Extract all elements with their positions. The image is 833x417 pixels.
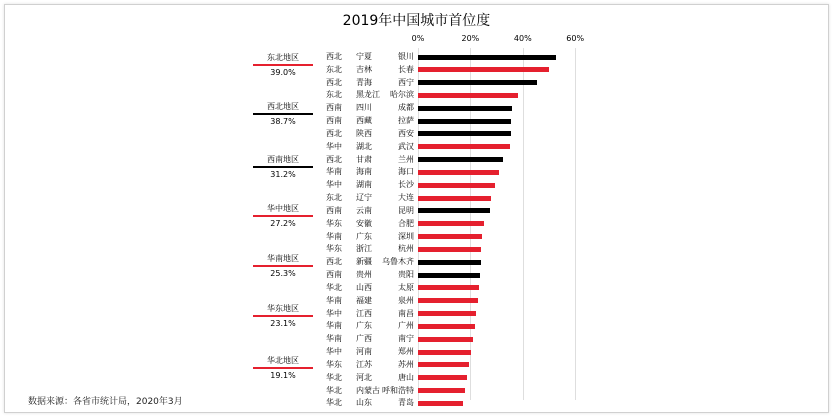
row-city: 长春 xyxy=(398,64,414,74)
row-province: 河南 xyxy=(356,347,372,357)
row-city: 海口 xyxy=(398,167,414,177)
row-province: 陕西 xyxy=(356,128,372,138)
row-city: 武汉 xyxy=(398,141,414,151)
gridline xyxy=(575,48,576,400)
bar xyxy=(418,324,475,329)
bar xyxy=(418,285,479,290)
bar xyxy=(418,67,549,72)
row-city: 银川 xyxy=(398,52,414,61)
row-province: 吉林 xyxy=(356,64,372,74)
row-province: 广东 xyxy=(356,231,372,241)
row-city: 南昌 xyxy=(398,308,414,318)
region-name: 西南地区 xyxy=(267,155,299,164)
chart-title: 2019年中国城市首位度 xyxy=(342,13,491,29)
row-region: 西北 xyxy=(326,128,342,138)
row-region: 华南 xyxy=(326,321,342,331)
row-province: 新疆 xyxy=(356,257,372,267)
region-value: 39.0% xyxy=(270,68,296,77)
row-region: 华中 xyxy=(326,308,342,318)
row-city: 苏州 xyxy=(398,359,414,369)
row-province: 西藏 xyxy=(356,116,372,126)
row-region: 华北 xyxy=(326,385,342,395)
row-city: 深圳 xyxy=(398,231,414,241)
row-region: 华南 xyxy=(326,334,342,344)
row-city: 昆明 xyxy=(398,205,414,215)
row-city: 兰州 xyxy=(398,154,414,164)
region-value: 31.2% xyxy=(270,170,296,179)
bar xyxy=(418,208,490,213)
row-city: 西安 xyxy=(398,128,414,138)
row-city: 西宁 xyxy=(398,77,414,87)
region-value: 38.7% xyxy=(270,117,296,126)
bar xyxy=(418,119,511,124)
bar xyxy=(418,196,491,201)
row-region: 华南 xyxy=(326,167,342,177)
row-city: 泉州 xyxy=(398,295,414,305)
row-city: 郑州 xyxy=(398,347,414,357)
row-province: 山西 xyxy=(356,282,372,292)
row-region: 华北 xyxy=(326,372,342,382)
region-value: 25.3% xyxy=(270,269,296,278)
row-province: 海南 xyxy=(356,167,372,177)
row-region: 华北 xyxy=(326,398,342,408)
row-region: 华东 xyxy=(326,244,342,254)
row-city: 拉萨 xyxy=(398,116,414,126)
bar xyxy=(418,350,471,355)
row-region: 西南 xyxy=(326,103,342,113)
region-value: 23.1% xyxy=(270,319,296,328)
x-tick-label: 0% xyxy=(411,34,425,43)
row-city: 唐山 xyxy=(398,372,414,382)
bar xyxy=(418,55,556,60)
row-city: 青岛 xyxy=(398,398,414,408)
region-underline xyxy=(253,64,313,66)
row-region: 华北 xyxy=(326,282,342,292)
bar xyxy=(418,401,463,406)
region-name: 东北地区 xyxy=(267,53,299,62)
row-city: 哈尔滨 xyxy=(390,90,414,100)
row-province: 湖北 xyxy=(356,141,372,151)
row-province: 辽宁 xyxy=(356,193,372,203)
row-region: 西北 xyxy=(326,77,342,87)
bar xyxy=(418,311,476,316)
row-city: 太原 xyxy=(398,282,414,292)
row-province: 青海 xyxy=(356,77,372,87)
row-region: 华东 xyxy=(326,218,342,228)
x-tick-label: 40% xyxy=(513,34,532,43)
row-city: 长沙 xyxy=(398,180,414,190)
row-province: 浙江 xyxy=(356,244,372,254)
row-province: 贵州 xyxy=(356,270,372,280)
row-province: 山东 xyxy=(356,398,372,408)
bar xyxy=(418,80,537,85)
row-region: 东北 xyxy=(326,90,342,100)
row-province: 湖南 xyxy=(356,180,372,190)
region-value: 27.2% xyxy=(270,219,296,228)
region-name: 华东地区 xyxy=(267,304,299,313)
row-province: 广西 xyxy=(356,334,372,344)
row-province: 黑龙江 xyxy=(356,90,380,100)
row-province: 广东 xyxy=(356,321,372,331)
bar xyxy=(418,131,511,136)
row-city: 合肥 xyxy=(398,218,414,228)
row-city: 成都 xyxy=(398,103,414,113)
row-city: 呼和浩特 xyxy=(382,385,414,395)
bar xyxy=(418,362,469,367)
row-province: 安徽 xyxy=(356,218,372,228)
row-region: 华中 xyxy=(326,141,342,151)
bar xyxy=(418,337,473,342)
bar xyxy=(418,157,503,162)
row-city: 贵阳 xyxy=(398,270,414,280)
bar xyxy=(418,234,482,239)
row-region: 东北 xyxy=(326,64,342,74)
region-name: 华南地区 xyxy=(267,254,299,263)
region-underline xyxy=(253,265,313,267)
bar xyxy=(418,93,518,98)
row-city: 南宁 xyxy=(398,334,414,344)
row-region: 华中 xyxy=(326,180,342,190)
row-province: 江苏 xyxy=(356,359,372,369)
row-province: 云南 xyxy=(356,205,372,215)
row-province: 四川 xyxy=(356,103,372,113)
row-province: 江西 xyxy=(356,308,372,318)
row-region: 西南 xyxy=(326,116,342,126)
x-tick-label: 20% xyxy=(461,34,480,43)
row-city: 乌鲁木齐 xyxy=(382,257,414,267)
row-region: 西南 xyxy=(326,205,342,215)
bar xyxy=(418,183,495,188)
bar xyxy=(418,388,465,393)
region-value: 19.1% xyxy=(270,371,296,380)
region-underline xyxy=(253,315,313,317)
row-region: 西北 xyxy=(326,154,342,164)
bar xyxy=(418,106,512,111)
bar xyxy=(418,375,467,380)
row-city: 广州 xyxy=(398,321,414,331)
bar xyxy=(418,273,480,278)
row-region: 华南 xyxy=(326,295,342,305)
row-region: 华南 xyxy=(326,231,342,241)
bar xyxy=(418,144,510,149)
bar xyxy=(418,170,499,175)
row-province: 甘肃 xyxy=(356,154,372,164)
bar xyxy=(418,260,481,265)
row-region: 西北 xyxy=(326,52,342,61)
bar xyxy=(418,221,484,226)
region-underline xyxy=(253,113,313,115)
chart-frame xyxy=(4,4,829,413)
row-province: 福建 xyxy=(356,295,372,305)
region-underline xyxy=(253,367,313,369)
gridline xyxy=(523,48,524,400)
row-city: 杭州 xyxy=(398,244,414,254)
row-region: 东北 xyxy=(326,193,342,203)
row-region: 西北 xyxy=(326,257,342,267)
bar xyxy=(418,298,478,303)
row-region: 西南 xyxy=(326,270,342,280)
bar xyxy=(418,247,481,252)
region-name: 华中地区 xyxy=(267,204,299,213)
row-province: 内蒙古 xyxy=(356,385,380,395)
row-city: 大连 xyxy=(398,193,414,203)
row-region: 华中 xyxy=(326,347,342,357)
region-underline xyxy=(253,166,313,168)
row-province: 河北 xyxy=(356,372,372,382)
row-province: 宁夏 xyxy=(356,52,372,61)
x-tick-label: 60% xyxy=(566,34,585,43)
source-note: 数据来源：各省市统计局，2020年3月 xyxy=(28,397,183,407)
row-region: 华东 xyxy=(326,359,342,369)
region-underline xyxy=(253,215,313,217)
region-name: 华北地区 xyxy=(267,356,299,365)
region-name: 西北地区 xyxy=(267,102,299,111)
